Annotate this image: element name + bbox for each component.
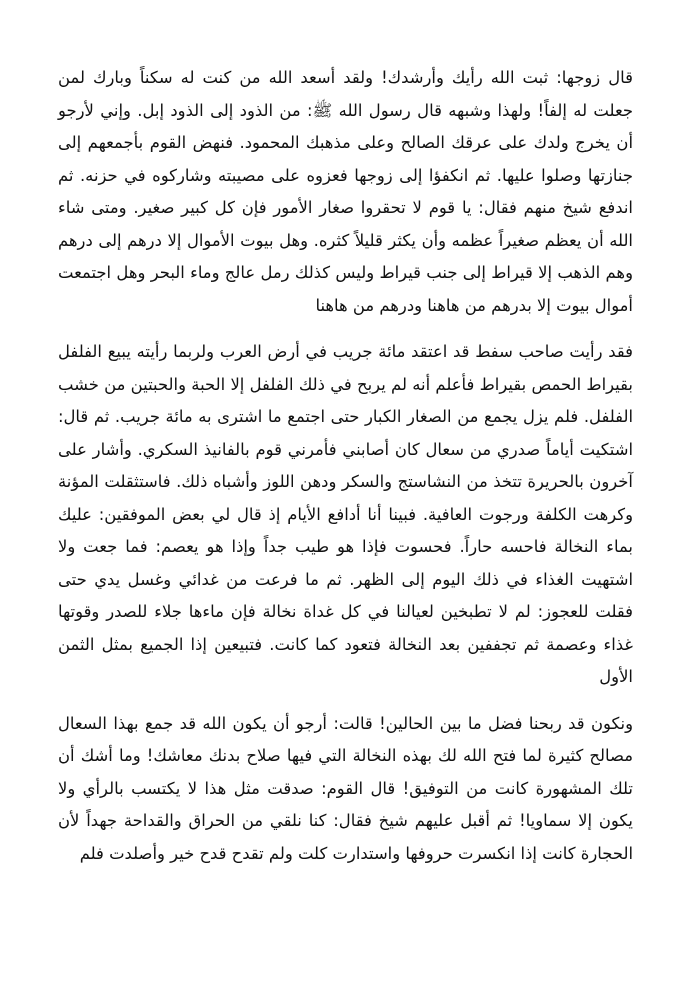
paragraph-3: ونكون قد ربحنا فضل ما بين الحالين! قالت: أرجو أن يكون الله قد جمع بهذا السعال مصالح كثيرة لما فتح الله لك بهذه النخالة التي فيها صلاح بدنك معاشك! وما أشك أن تلك المشهورة كانت من التوفيق! قال القوم: صدقت مثل هذا لا يكتسب بالرأي ولا يكون إلا سماويا! ثم أقبل عليهم شيخ فقال: كنا نلقي من الحراق والقداحة جهداً لأن الحجارة كانت إذا انكسرت حروفها واستدارت كلت ولم تقدح قدح خير وأصلدت فلم	[58, 713, 633, 863]
paragraph-2: فقد رأيت صاحب سفط قد اعتقد مائة جريب في أرض العرب ولربما رأيته يبيع الفلفل بقيراط الحمص بقيراط فأعلم أنه لم يربح في ذلك الفلفل إلا الحبة والحبتين من خشب الفلفل. فلم يزل يجمع من الصغار الكبار حتى اجتمع ما اشترى به مائة جريب. ثم قال: اشتكيت أياماً صدري من سعال كان أصابني فأمرني قوم بالفانيذ السكري. وأشار على آخرون بالحريرة تتخذ من النشاستج والسكر ودهن اللوز وأشباه ذلك. فاستثقلت المؤنة وكرهت الكلفة ورجوت العافية. فبينا أنا أدافع الأيام إذ قال لي بعض الموفقين: عليك بماء النخالة فاحسه حاراً. فحسوت فإذا هو طيب جداً وإذا هو يعصم: فما جعت ولا اشتهيت الغذاء في ذلك اليوم إلى الظهر. ثم ما فرعت من غدائي وغسل يدي حتى فقلت للعجوز: لم لا تطبخين لعيالنا في كل غداة نخالة فإن ماءها جلاء للصدر وقوتها غذاء وعصمة ثم تجففين بعد النخالة فتعود كما كانت. فتبيعين إذا الجميع بمثل الثمن الأول	[58, 342, 633, 686]
paragraph-gap	[58, 322, 633, 336]
paragraph-gap	[58, 694, 633, 708]
paragraph-1: قال زوجها: ثبت الله رأيك وأرشدك! ولقد أسعد الله من كنت له سكناً وبارك لمن جعلت له إلفاً! ولهذا وشبهه قال رسول الله ﷺ: من الذود إلى الذود إبل. وإني لأرجو أن يخرج ولدك على عرقك الصالح وعلى مذهبك المحمود. فنهض القوم بأجمعهم إلى جنازتها وصلوا عليها. ثم انكفؤا إلى زوجها فعزوه على مصيبته وشاركوه في حزنه. ثم اندفع شيخ منهم فقال: يا قوم لا تحقروا صغار الأمور فإن كل كبير صغير. ومتى شاء الله أن يعظم صغيراً عظمه وأن يكثر قليلاً كثره. وهل بيوت الأموال إلا درهم إلى درهم وهم الذهب إلا قيراط إلى جنب قيراط وليس كذلك رمل عالج وماء البحر وهل اجتمعت أموال بيوت إلا بدرهم من هاهنا ودرهم من هاهنا	[58, 68, 633, 315]
